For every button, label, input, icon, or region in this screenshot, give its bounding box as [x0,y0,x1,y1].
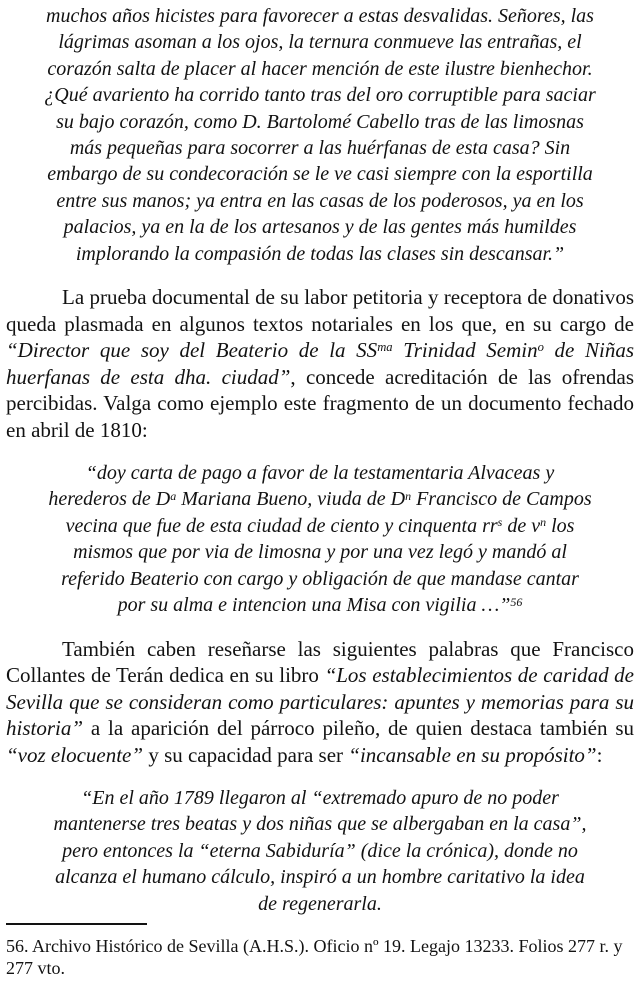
footnote-separator-rule [6,923,147,925]
quote-line [6,214,634,240]
text-segment: su bajo corazón, como D. Bartolomé Cabello tras de las limosnas [56,110,584,133]
quote-line [6,56,634,82]
body-paragraph-collantes-de-teran [6,636,634,769]
quote-line [6,838,634,864]
text-segment: a la aparición del párroco pileño, de quien destaca también su [83,716,634,740]
text-segment: , concede acreditación de las ofrendas percibidas. Valga como ejemplo este fragmento de un documento fechado en abril de 1810: [6,364,634,442]
quote-line [6,486,634,512]
text-segment: implorando la compasión de todas las clases sin descansar.” [75,242,565,265]
footnote-ref-56: 56 [510,594,523,609]
quote-paragraph-bienhechor [6,3,634,267]
text-segment: de v [502,514,541,537]
quote-line [6,3,634,29]
text-segment: herederos de D [48,488,171,511]
document-body [6,3,634,917]
text-segment: “doy carta de pago a favor de la testamentaria Alvaceas y [85,462,555,485]
superscript: o [537,340,544,355]
text-segment: referido Beaterio con cargo y obligación de que mandase cantar [61,567,579,590]
text-segment: vecina que fue de esta ciudad de ciento y cinquenta rr [65,514,498,537]
quote-line [6,241,634,267]
quote-line [6,864,634,890]
text-segment: “Director que soy del Beaterio de la SS [6,338,378,363]
quote-line [6,135,634,161]
text-segment: mismos que por via de limosna y por una vez legó y mandó al [73,541,567,564]
text-segment: pero entonces la “eterna Sabiduría” (dice la crónica), donde no [62,839,578,862]
text-segment: entre sus manos; ya entra en las casas de los poderosos, ya en los [56,189,584,212]
superscript: n [540,515,547,530]
quote-line [6,460,634,486]
body-paragraph-prueba-documental [6,284,634,443]
quote-line [6,785,634,811]
text-segment: Francisco de Campos [411,488,592,511]
quote-line [6,592,634,618]
text-segment: corazón salta de placer al hacer mención de este ilustre bienhechor. [47,57,593,80]
superscript: a [170,489,177,504]
footnote-area [6,921,634,979]
text-segment: alcanza el humano cálculo, inspiró a un hombre caritativo la idea [55,866,585,889]
quote-line [6,82,634,108]
text-segment: Mariana Bueno, viuda de D [176,488,406,511]
text-segment: “incansable en su propósito” [348,742,597,767]
text-segment: Trinidad Semin [392,338,538,363]
footnote-text: 56. Archivo Histórico de Sevilla (A.H.S.). Oficio nº 19. Legajo 13233. Folios 277 r. y 277 vto. [6,936,623,978]
text-segment: de Niñas huerfanas de esta dha. ciudad” [6,338,635,389]
quote-line [6,566,634,592]
text-segment: palacios, ya en la de los artesanos y de las gentes más humildes [63,216,577,239]
text-segment: los [546,514,575,537]
quote-line [6,29,634,55]
superscript: s [497,515,503,530]
quote-line [6,539,634,565]
text-segment: También caben reseñarse las siguientes palabras que Francisco Collantes de Terán dedica en su libro [6,636,634,687]
text-segment: lágrimas asoman a los ojos, la ternura conmueve las entrañas, el [58,31,582,54]
text-segment: “En el año 1789 llegaron al “extremado apuro de no poder [81,787,559,809]
text-segment: “voz elocuente” [6,742,144,767]
quote-line [6,891,634,917]
text-segment: más pequeñas para socorrer a las huérfanas de esta casa? Sin [69,137,571,160]
text-segment: de regenerarla. [258,892,382,915]
superscript: ma [377,340,393,355]
text-segment: “Los establecimientos de caridad de Sevilla que se consideran como particulares: apuntes y memorias para su historia” [6,663,635,740]
quote-line [6,161,634,187]
text-segment: muchos años hicistes para favorecer a estas desvalidas. Señores, las [46,5,594,27]
text-segment: embargo de su condecoración se le ve casi siempre con la esportilla [47,163,593,186]
quote-line [6,109,634,135]
superscript: n [405,489,412,504]
quote-paragraph-carta-de-pago [6,460,634,618]
quote-paragraph-ano-1789 [6,785,634,917]
quote-line [6,811,634,837]
text-segment: y su capacidad para ser [143,742,349,767]
text-segment: La prueba documental de su labor petitoria y receptora de donativos queda plasmada en algunos textos notariales en los que, en su cargo de [6,285,634,336]
text-segment: : [596,742,603,767]
text-segment: ¿Qué avariento ha corrido tanto tras del oro corruptible para saciar [44,84,596,107]
text-segment: mantenerse tres beatas y dos niñas que se albergaban en la casa”, [53,813,587,836]
quote-line [6,513,634,539]
text-segment: por su alma e intencion una Misa con vigilia …” [117,594,511,617]
quote-line [6,188,634,214]
